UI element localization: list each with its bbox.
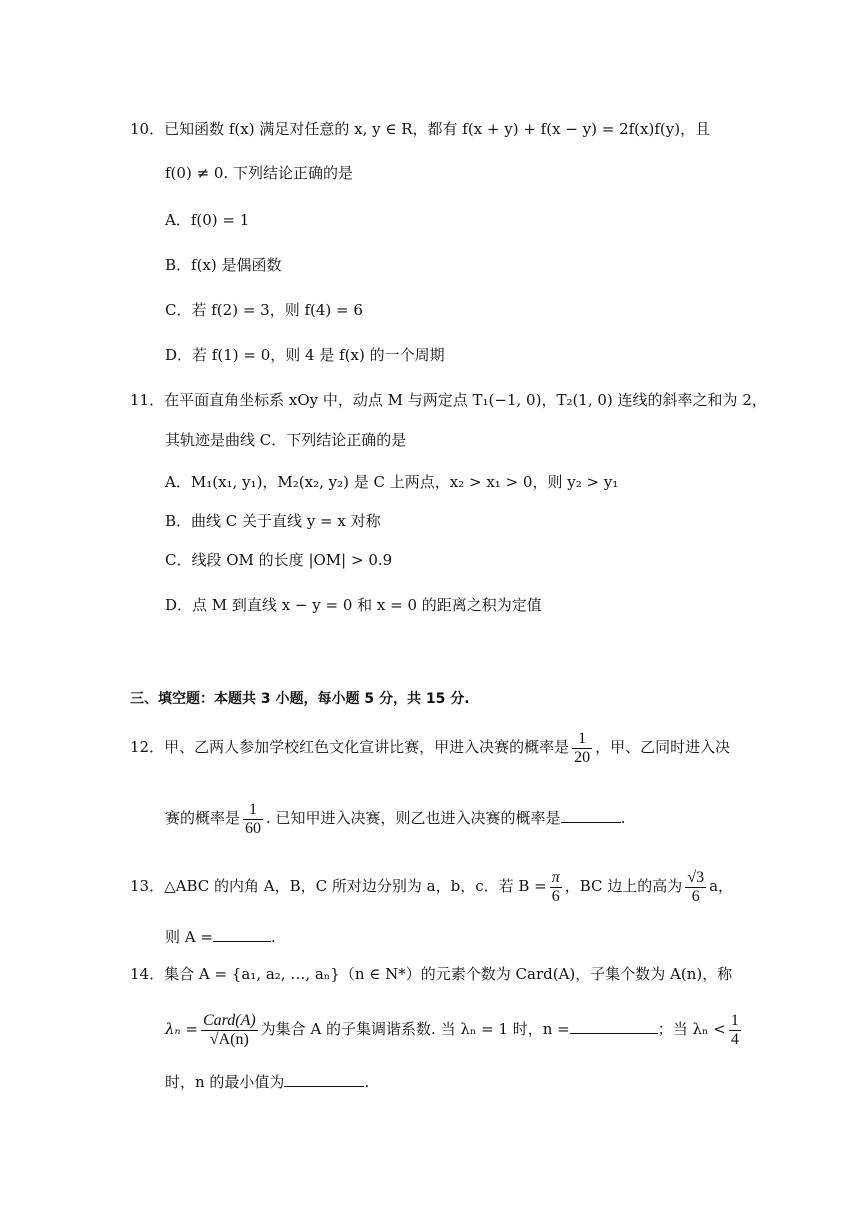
fraction-denominator: 6 (691, 887, 700, 905)
fraction-denominator: 4 (730, 1030, 739, 1048)
fraction-numerator: √3 (687, 868, 705, 886)
q14-text: . (364, 1073, 370, 1091)
q11-stem-line1 (130, 390, 767, 410)
q12-line2 (165, 799, 625, 838)
fraction (685, 869, 706, 906)
fraction (729, 1012, 741, 1049)
answer-blank[interactable] (561, 808, 621, 823)
option-label: B． (165, 256, 192, 274)
option-text: 若 f(1) = 0，则 4 是 f(x) 的一个周期 (192, 346, 445, 364)
q14-lambda: λₙ = (165, 1020, 198, 1038)
q12-number: 12． (130, 738, 165, 756)
q10-stem-line2: f(0) ≠ 0. 下列结论正确的是 (165, 164, 353, 182)
option-text: 曲线 C 关于直线 y = x 对称 (191, 512, 381, 530)
option-label: D． (165, 346, 193, 364)
q13-text: △ABC 的内角 A，B，C 所对边分别为 a，b，c．若 B = (164, 877, 547, 895)
q10-number: 10． (130, 120, 165, 138)
q12-text: 赛的概率是 (165, 809, 241, 827)
fraction (243, 801, 263, 838)
fraction-numerator: 1 (572, 730, 592, 749)
option-label: B． (165, 512, 192, 530)
q10-stem-line1 (130, 119, 710, 139)
q12-line1 (130, 728, 730, 767)
q13-text: 则 A = (165, 928, 213, 946)
fraction-numerator: π (551, 868, 560, 886)
q13-text: ，BC 边上的高为 (564, 877, 683, 895)
q14-line2 (165, 1006, 744, 1052)
fraction-denominator: 60 (245, 819, 262, 837)
q14-line1 (130, 964, 732, 984)
answer-blank[interactable] (213, 927, 271, 942)
option-label: A． (165, 473, 191, 491)
q11-option-d (165, 595, 542, 615)
fraction-denominator: √A(n) (209, 1030, 249, 1048)
option-text: 若 f(2) = 3，则 f(4) = 6 (191, 301, 363, 319)
q12-text: 甲、乙两人参加学校红色文化宣讲比赛，甲进入决赛的概率是 (164, 738, 570, 756)
q11-stem-line2: 其轨迹是曲线 C．下列结论正确的是 (165, 431, 407, 449)
q11-number: 11． (130, 391, 165, 409)
option-label: C． (165, 301, 192, 319)
q10-option-d (165, 345, 445, 365)
option-label: A． (165, 211, 191, 229)
q11-option-b (165, 511, 381, 531)
option-label: C． (165, 551, 192, 569)
fraction (572, 730, 592, 767)
q14-text: 集合 A = {a₁, a₂, …, aₙ}（n ∈ N*）的元素个数为 Card(A)，子集个数为 A(n)，称 (164, 965, 733, 983)
q13-text: a， (709, 877, 734, 895)
q11-option-c (165, 550, 392, 570)
q11-option-a (165, 472, 618, 492)
option-text: M₁(x₁, y₁)，M₂(x₂, y₂) 是 C 上两点，x₂ > x₁ > 0，则 y₂ > y₁ (190, 473, 619, 491)
q13-line2 (165, 927, 276, 947)
q11-stem-line1-text: 在平面直角坐标系 xOy 中，动点 M 与两定点 T₁(−1, 0)，T₂(1, 0) 连线的斜率之和为 2， (164, 391, 767, 409)
q14-number: 14． (130, 965, 165, 983)
option-label: D． (165, 596, 193, 614)
q13-number: 13． (130, 877, 165, 895)
option-text: 线段 OM 的长度 |OM| > 0.9 (191, 551, 393, 569)
q10-option-c (165, 300, 363, 320)
q13-line1 (130, 866, 733, 906)
q10-option-a (165, 210, 249, 230)
option-text: 点 M 到直线 x − y = 0 和 x = 0 的距离之积为定值 (192, 596, 542, 614)
q10-stem-line1-text: 已知函数 f(x) 满足对任意的 x, y ∈ R，都有 f(x + y) + f(x − y) = 2f(x)f(y)，且 (164, 120, 711, 138)
option-text: f(x) 是偶函数 (191, 256, 282, 274)
option-text: f(0) = 1 (190, 211, 250, 229)
q14-text: 时，n 的最小值为 (165, 1073, 285, 1091)
q10-option-b (165, 255, 282, 275)
q14-text: ；当 λₙ < (657, 1020, 726, 1038)
answer-blank[interactable] (570, 1019, 658, 1034)
fraction-denominator: 20 (574, 748, 591, 766)
q14-text: 为集合 A 的子集调谐系数. 当 λₙ = 1 时，n = (260, 1020, 570, 1038)
section-heading: 三、填空题：本题共 3 小题，每小题 5 分，共 15 分. (130, 691, 470, 707)
q12-text: . (620, 809, 626, 827)
fraction-numerator: Card(A) (202, 1011, 256, 1029)
q13-text: . (270, 928, 276, 946)
fraction-numerator: 1 (730, 1011, 739, 1029)
fraction-numerator: 1 (243, 801, 263, 820)
q12-text: ，甲、乙同时进入决 (595, 738, 731, 756)
fraction (201, 1012, 258, 1049)
answer-blank[interactable] (284, 1072, 364, 1087)
fraction (550, 869, 562, 906)
q14-line3 (165, 1072, 369, 1092)
q12-text: . 已知甲进入决赛，则乙也进入决赛的概率是 (266, 809, 561, 827)
fraction-denominator: 6 (551, 887, 560, 905)
